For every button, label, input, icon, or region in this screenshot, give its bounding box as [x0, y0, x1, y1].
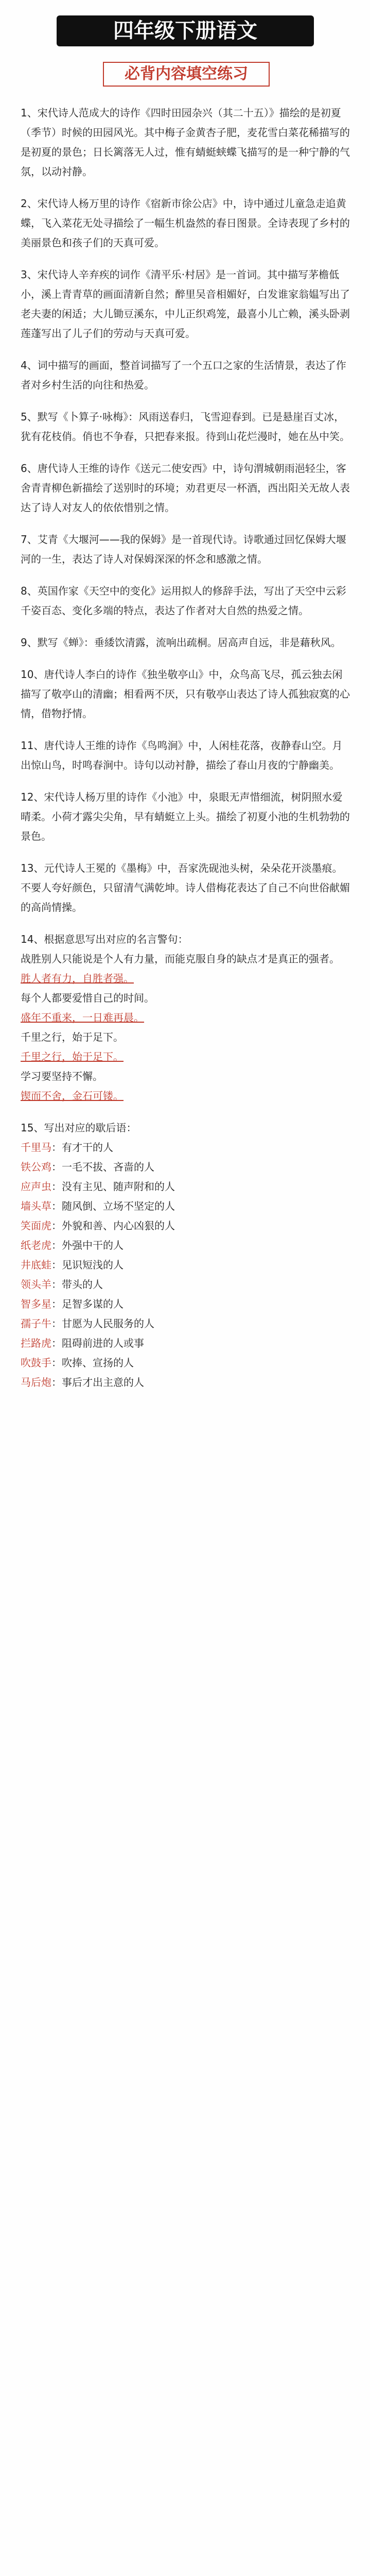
quote-answer: 盛年不重来，一日难再晨。 — [21, 1011, 144, 1024]
question-5: 5、默写《卜算子·咏梅》：风雨送春归，飞雪迎春到。已是悬崖百丈冰，犹有花枝俏。俏也不争春，只把春来报。待到山花烂漫时，她在丛中笑。 — [21, 411, 350, 443]
idiom-meaning: 见识短浅的人 — [62, 1259, 124, 1271]
idiom-item: 智多星：足智多谋的人 — [21, 1298, 124, 1310]
idiom-meaning: 随风倒、立场不坚定的人 — [62, 1200, 175, 1212]
quote-meaning: 每个人都要爱惜自己的时间。 — [21, 992, 154, 1004]
question-4: 4、词中描写的画面，整首词描写了一个五口之家的生活情景，表达了作者对乡村生活的向往和热爱。 — [21, 359, 346, 391]
question-14: 14、根据意思写出对应的名言警句： — [21, 933, 188, 945]
section-11 — [21, 736, 350, 775]
idiom-item: 吹鼓手：吹捧、宣扬的人 — [21, 1357, 134, 1369]
idiom-meaning: 外貌和善、内心凶狠的人 — [62, 1219, 175, 1232]
page-title: 四年级下册语文 — [57, 15, 314, 46]
idiom-word: 井底蛙 — [21, 1259, 51, 1271]
question-6: 6、唐代诗人王维的诗作《送元二使安西》中，诗句渭城朝雨浥轻尘，客舍青青柳色新描绘了送别时的环境；劝君更尽一杯酒，西出阳关无故人表达了诗人对友人的依依惜别之情。 — [21, 462, 350, 514]
idiom-item: 应声虫：没有主见、随声附和的人 — [21, 1180, 175, 1193]
idiom-item: 千里马：有才干的人 — [21, 1141, 113, 1154]
idiom-meaning: 甘愿为人民服务的人 — [62, 1317, 154, 1330]
idiom-meaning: 没有主见、随声附和的人 — [62, 1180, 175, 1193]
question-2: 2、宋代诗人杨万里的诗作《宿新市徐公店》中，诗中通过儿童急走追黄蝶，飞入菜花无处寻描绘了一幅生机盎然的春日图景。全诗表现了乡村的美丽景色和孩子们的天真可爱。 — [21, 197, 350, 249]
idiom-meaning: 足智多谋的人 — [62, 1298, 124, 1310]
section-8 — [21, 581, 350, 620]
idiom-meaning: 一毛不拔、吝啬的人 — [62, 1161, 154, 1173]
section-15 — [21, 1118, 350, 1392]
section-13 — [21, 858, 350, 917]
section-5 — [21, 407, 350, 446]
idiom-item: 笑面虎：外貌和善、内心凶狠的人 — [21, 1219, 175, 1232]
idiom-meaning: 外强中干的人 — [62, 1239, 124, 1251]
idiom-item: 铁公鸡：一毛不拔、吝啬的人 — [21, 1161, 154, 1173]
section-12 — [21, 787, 350, 846]
quote-meaning: 千里之行，始于足下。 — [21, 1031, 124, 1043]
idiom-word: 马后炮 — [21, 1376, 51, 1388]
idiom-meaning: 吹捧、宣扬的人 — [62, 1357, 134, 1369]
quote-answer: 胜人者有力，自胜者强。 — [21, 972, 134, 985]
idiom-item: 井底蛙：见识短浅的人 — [21, 1259, 124, 1271]
quote-answer: 锲而不舍，金石可镂。 — [21, 1090, 124, 1102]
section-2 — [21, 194, 350, 252]
idiom-item: 领头羊：带头的人 — [21, 1278, 103, 1291]
question-9: 9、默写《蝉》：垂緌饮清露，流响出疏桐。居高声自远，非是藉秋风。 — [21, 636, 341, 649]
quote-answer: 千里之行，始于足下。 — [21, 1050, 124, 1063]
idiom-item: 孺子牛：甘愿为人民服务的人 — [21, 1317, 154, 1330]
question-10: 10、唐代诗人李白的诗作《独坐敬亭山》中，众鸟高飞尽，孤云独去闲描写了敬亭山的清幽；相看两不厌，只有敬亭山表达了诗人孤独寂寞的心情，借物抒情。 — [21, 668, 350, 720]
quote-list — [21, 949, 350, 1106]
question-11: 11、唐代诗人王维的诗作《鸟鸣涧》中，人闲桂花落，夜静春山空。月出惊山鸟，时鸣春涧中。诗句以动衬静，描绘了春山月夜的宁静幽美。 — [21, 739, 343, 771]
idiom-item: 拦路虎：阻碍前进的人或事 — [21, 1337, 144, 1349]
section-6 — [21, 459, 350, 517]
section-10 — [21, 665, 350, 723]
section-1 — [21, 103, 350, 181]
page-subtitle: 必背内容填空练习 — [103, 62, 270, 87]
idiom-meaning: 事后才出主意的人 — [62, 1376, 144, 1388]
idiom-item: 墙头草：随风倒、立场不坚定的人 — [21, 1200, 175, 1212]
idiom-word: 孺子牛 — [21, 1317, 51, 1330]
idiom-word: 应声虫 — [21, 1180, 51, 1193]
section-9 — [21, 633, 350, 652]
quote-meaning: 战胜别人只能说是个人有力量，而能克服自身的缺点才是真正的强者。 — [21, 953, 340, 965]
question-12: 12、宋代诗人杨万里的诗作《小池》中，泉眼无声惜细流，树阴照水爱晴柔。小荷才露尖尖角，早有蜻蜓立上头。描绘了初夏小池的生机勃勃的景色。 — [21, 791, 350, 842]
idiom-word: 智多星 — [21, 1298, 51, 1310]
idiom-meaning: 带头的人 — [62, 1278, 103, 1291]
question-8: 8、英国作家《天空中的变化》运用拟人的修辞手法，写出了天空中云彩千姿百态、变化多端的特点，表达了作者对大自然的热爱之情。 — [21, 585, 346, 617]
question-13: 13、元代诗人王冕的《墨梅》中，吾家洗砚池头树，朵朵花开淡墨痕。不要人夸好颜色，只留清气满乾坤。诗人借梅花表达了自己不向世俗献媚的高尚情操。 — [21, 862, 350, 913]
idiom-word: 拦路虎 — [21, 1337, 51, 1349]
idiom-list — [21, 1138, 350, 1392]
idiom-item: 马后炮：事后才出主意的人 — [21, 1376, 144, 1388]
question-15: 15、写出对应的歇后语： — [21, 1122, 137, 1134]
idiom-word: 纸老虎 — [21, 1239, 51, 1251]
question-1: 1、宋代诗人范成大的诗作《四时田园杂兴（其二十五）》描绘的是初夏（季节）时候的田园风光。其中梅子金黄杏子肥，麦花雪白菜花稀描写的是初夏的景色；日长篱落无人过，惟有蜻蜓蛱蝶飞描写的是一种宁静的气氛，以动衬静。 — [21, 107, 350, 178]
section-3 — [21, 265, 350, 343]
idiom-word: 领头羊 — [21, 1278, 51, 1291]
question-7: 7、艾青《大堰河——我的保姆》是一首现代诗。诗歌通过回忆保姆大堰河的一生，表达了诗人对保姆深深的怀念和感激之情。 — [21, 533, 346, 565]
idiom-word: 铁公鸡 — [21, 1161, 51, 1173]
quote-meaning: 学习要坚持不懈。 — [21, 1070, 103, 1082]
section-7 — [21, 530, 350, 569]
section-14 — [21, 929, 350, 1106]
section-4 — [21, 355, 350, 395]
content — [21, 103, 350, 1404]
idiom-meaning: 阻碍前进的人或事 — [62, 1337, 144, 1349]
idiom-word: 吹鼓手 — [21, 1357, 51, 1369]
idiom-word: 笑面虎 — [21, 1219, 51, 1232]
idiom-meaning: 有才干的人 — [62, 1141, 113, 1154]
question-3: 3、宋代诗人辛弃疾的词作《清平乐·村居》是一首词。其中描写茅檐低小，溪上青青草的画面清新自然；醉里吴音相媚好，白发谁家翁媪写出了老夫妻的闲适；大儿锄豆溪东，中儿正织鸡笼，最喜小儿亡赖，溪头卧剥莲蓬写出了儿子们的劳动与天真可爱。 — [21, 268, 350, 340]
idiom-word: 墙头草 — [21, 1200, 51, 1212]
idiom-item: 纸老虎：外强中干的人 — [21, 1239, 124, 1251]
idiom-word: 千里马 — [21, 1141, 51, 1154]
